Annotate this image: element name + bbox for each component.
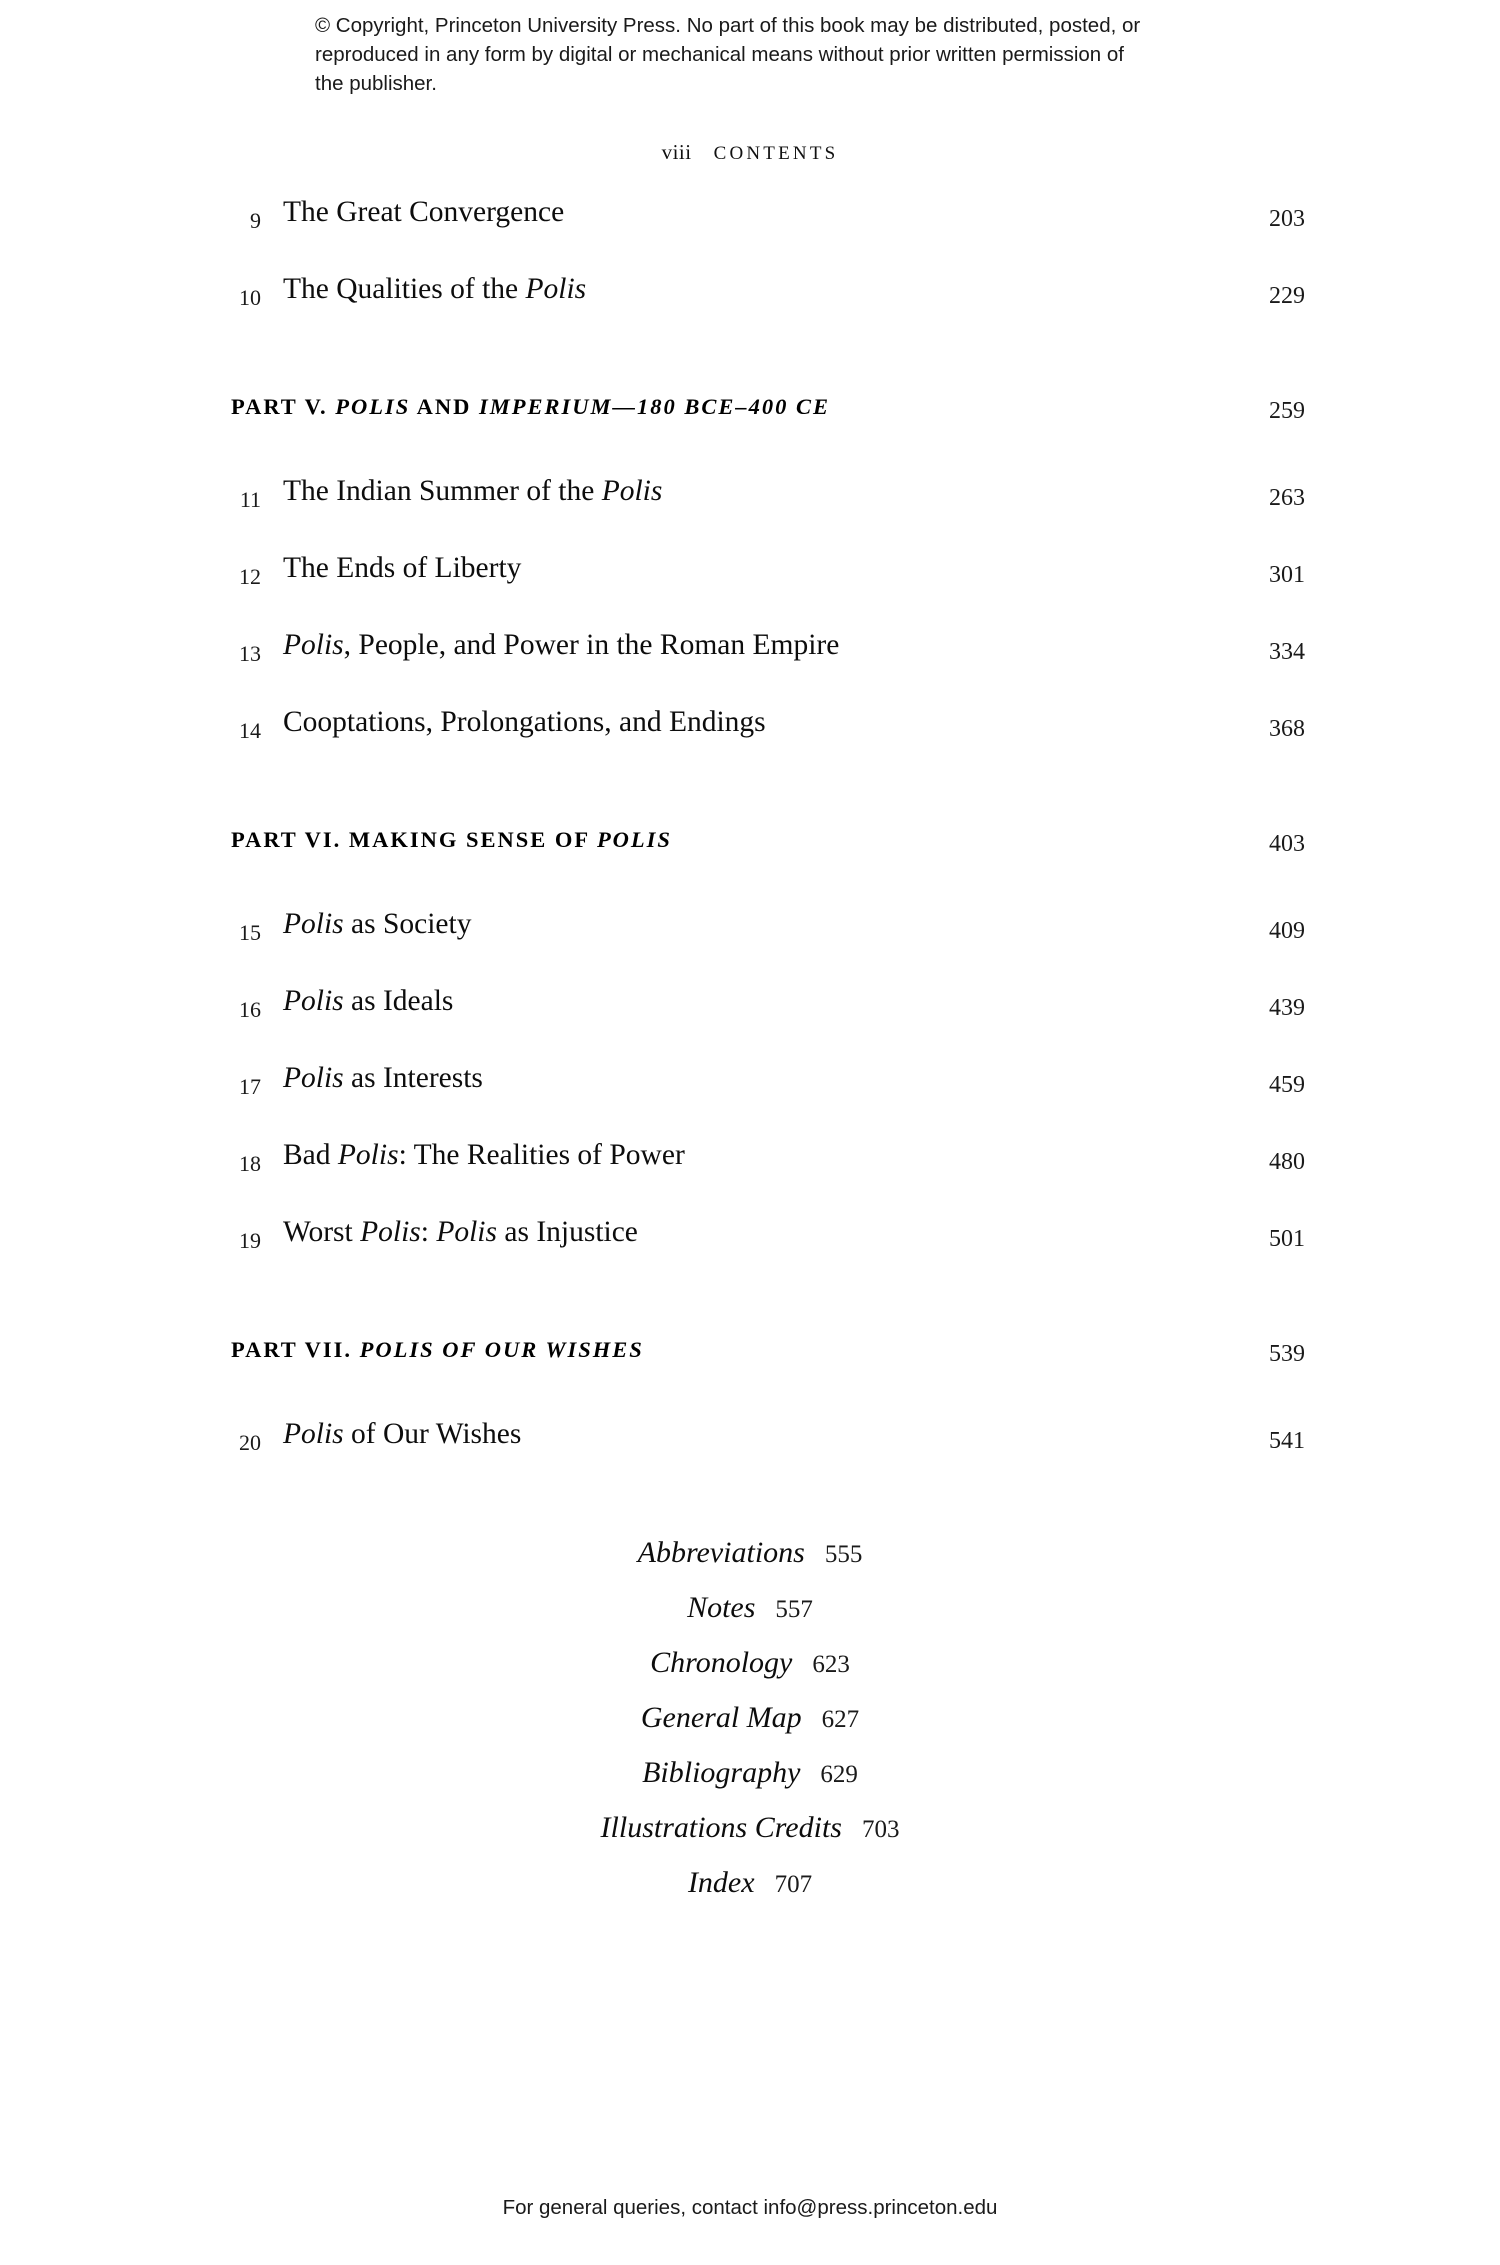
toc-part-title: PART VII. POLIS OF OUR WISHES	[231, 1337, 644, 1362]
section-spacer	[0, 779, 1500, 817]
toc-chapter-number: 18	[239, 1151, 261, 1176]
toc-chapter-title: Worst Polis: Polis as Injustice	[283, 1216, 638, 1248]
toc-chapter-number: 14	[239, 718, 261, 743]
toc-chapter-title: Bad Polis: The Realities of Power	[283, 1139, 685, 1171]
table-of-contents	[0, 192, 1500, 1491]
toc-chapter-row[interactable]	[195, 1058, 1305, 1135]
toc-chapter-title: Polis, People, and Power in the Roman Empire	[283, 629, 840, 661]
back-matter-page-number: 623	[812, 1651, 850, 1678]
toc-chapter-number: 15	[239, 920, 261, 945]
toc-chapter-row[interactable]	[195, 192, 1305, 269]
toc-chapter-row[interactable]	[195, 548, 1305, 625]
toc-page-number: 459	[1269, 1072, 1305, 1098]
back-matter-list	[0, 1525, 1500, 1910]
toc-chapter-number: 17	[239, 1074, 261, 1099]
toc-chapter-title: Polis as Interests	[283, 1062, 483, 1094]
back-matter-row[interactable]	[0, 1800, 1500, 1855]
toc-page-number: 368	[1269, 716, 1305, 742]
toc-chapter-row[interactable]	[195, 625, 1305, 702]
back-matter-title: General Map	[640, 1701, 802, 1734]
back-matter-title: Index	[687, 1866, 755, 1899]
toc-chapter-row[interactable]	[195, 702, 1305, 779]
toc-chapter-title: Cooptations, Prolongations, and Endings	[283, 706, 766, 738]
toc-chapter-number: 11	[239, 487, 261, 512]
running-head-label: CONTENTS	[713, 143, 839, 164]
toc-page-number: 263	[1269, 485, 1305, 511]
toc-chapter-row[interactable]	[195, 1414, 1305, 1491]
toc-chapter-number: 19	[239, 1228, 261, 1253]
toc-page-number: 439	[1269, 995, 1305, 1021]
toc-chapter-number: 9	[250, 208, 261, 233]
toc-chapter-row[interactable]	[195, 981, 1305, 1058]
toc-chapter-title: The Ends of Liberty	[283, 552, 522, 584]
back-matter-title: Abbreviations	[637, 1536, 805, 1569]
toc-chapter-title: Polis of Our Wishes	[283, 1418, 522, 1450]
toc-chapter-number: 13	[239, 641, 261, 666]
toc-page-number: 259	[1269, 398, 1305, 424]
toc-chapter-row[interactable]	[195, 471, 1305, 548]
page-folio: viii	[661, 140, 692, 164]
back-matter-page-number: 707	[774, 1871, 813, 1898]
toc-chapter-number: 16	[239, 997, 261, 1022]
back-matter-row[interactable]	[0, 1525, 1500, 1580]
toc-chapter-number: 20	[239, 1430, 261, 1455]
footer-notice: For general queries, contact info@press.princeton.edu	[502, 2196, 998, 2219]
back-matter-title: Bibliography	[642, 1756, 801, 1789]
toc-chapter-row[interactable]	[195, 1212, 1305, 1289]
toc-chapter-title: The Indian Summer of the Polis	[283, 475, 663, 507]
toc-page-number: 541	[1269, 1428, 1305, 1454]
toc-page-number: 301	[1269, 562, 1305, 588]
toc-part-title: PART VI. MAKING SENSE OF POLIS	[231, 827, 672, 852]
toc-chapter-number: 12	[239, 564, 261, 589]
toc-page-number: 480	[1269, 1149, 1305, 1175]
toc-page-number: 403	[1269, 831, 1305, 857]
back-matter-title: Chronology	[650, 1646, 793, 1679]
toc-part-heading[interactable]	[195, 1327, 1305, 1410]
toc-page-number: 539	[1269, 1341, 1305, 1367]
back-matter-page-number: 629	[820, 1761, 858, 1788]
back-matter-page-number: 555	[824, 1541, 863, 1568]
running-head	[0, 140, 1500, 165]
back-matter-row[interactable]	[0, 1745, 1500, 1800]
toc-page-number: 229	[1269, 283, 1305, 309]
toc-chapter-title: Polis as Society	[283, 908, 472, 940]
toc-page-number: 501	[1269, 1226, 1305, 1252]
toc-chapter-number: 10	[239, 285, 261, 310]
toc-chapter-title: The Great Convergence	[283, 196, 565, 228]
toc-part-heading[interactable]	[195, 384, 1305, 467]
toc-part-heading[interactable]	[195, 817, 1305, 900]
back-matter-row[interactable]	[0, 1580, 1500, 1635]
toc-chapter-title: The Qualities of the Polis	[283, 273, 587, 305]
toc-chapter-title: Polis as Ideals	[283, 985, 454, 1017]
toc-chapter-row[interactable]	[195, 904, 1305, 981]
back-matter-page-number: 627	[821, 1706, 860, 1733]
toc-page-number: 409	[1269, 918, 1305, 944]
back-matter-page-number: 703	[861, 1816, 900, 1843]
toc-page-number: 203	[1269, 206, 1305, 232]
section-spacer	[0, 346, 1500, 384]
section-spacer	[0, 1289, 1500, 1327]
back-matter-row[interactable]	[0, 1855, 1500, 1910]
toc-page-number: 334	[1269, 639, 1305, 665]
toc-chapter-row[interactable]	[195, 1135, 1305, 1212]
copyright-notice: © Copyright, Princeton University Press. No part of this book may be distributed, posted, or reproduced in any form by digital or mechanical means without prior written permission of the publisher.	[315, 14, 1141, 96]
back-matter-row[interactable]	[0, 1690, 1500, 1745]
toc-chapter-row[interactable]	[195, 269, 1305, 346]
back-matter-page-number: 557	[775, 1596, 813, 1623]
back-matter-title: Illustrations Credits	[600, 1811, 842, 1844]
toc-part-title: PART V. POLIS AND IMPERIUM—180 BCE–400 CE	[231, 394, 831, 419]
back-matter-row[interactable]	[0, 1635, 1500, 1690]
back-matter-title: Notes	[687, 1591, 756, 1624]
